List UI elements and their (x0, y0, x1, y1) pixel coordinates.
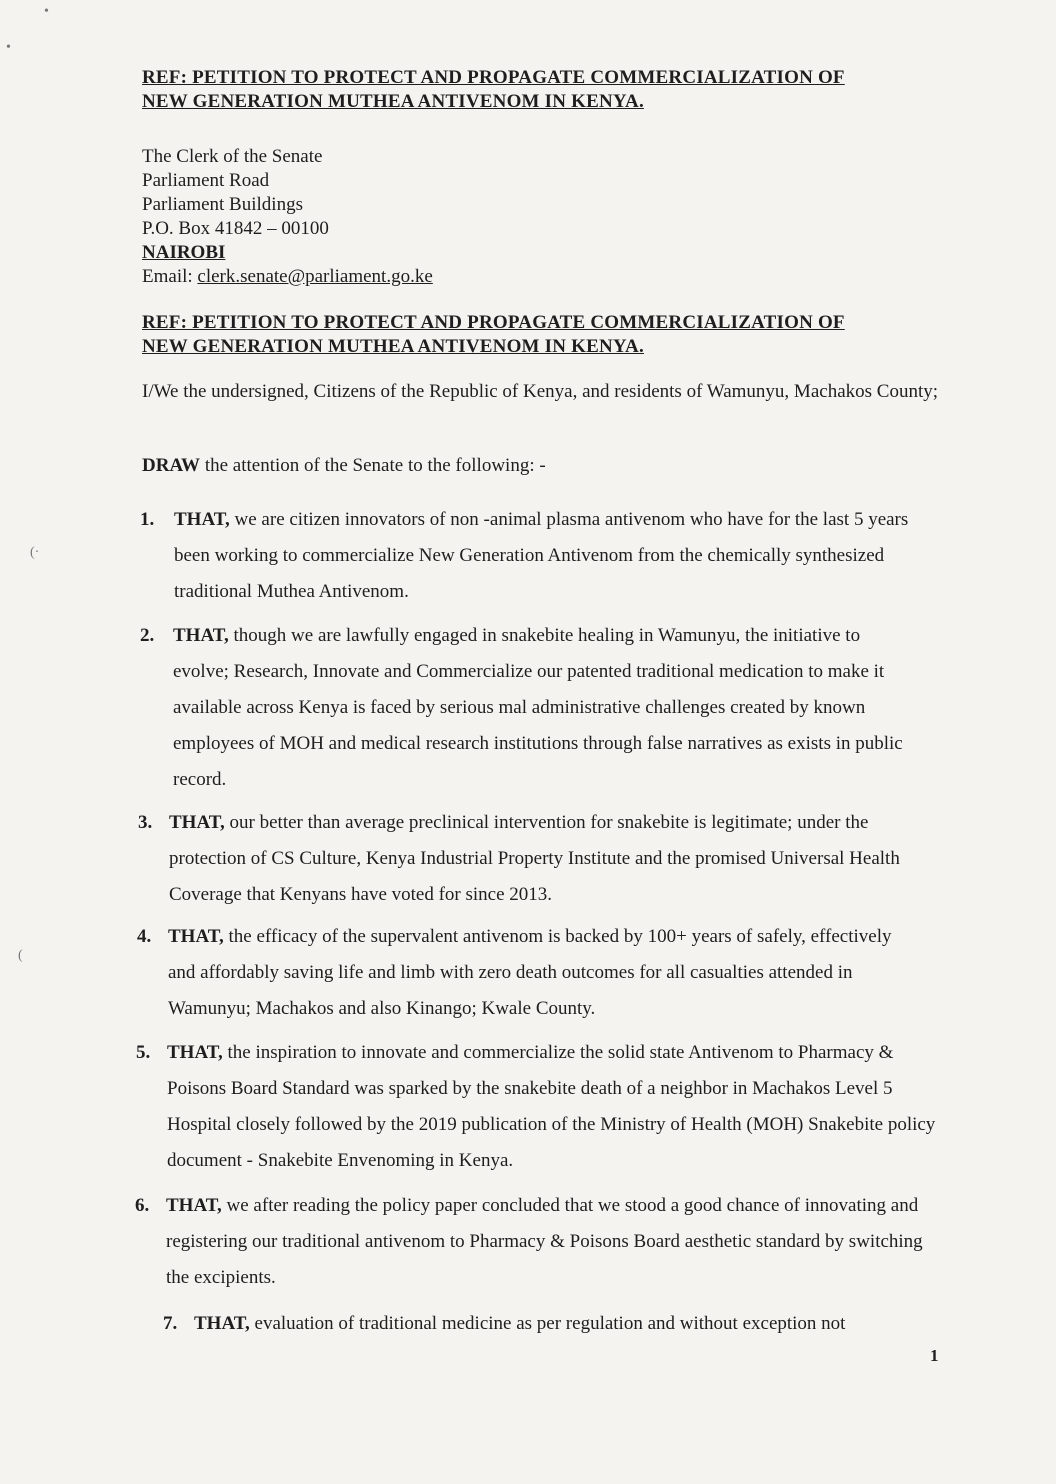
draw-rest: the attention of the Senate to the following: - (200, 455, 546, 476)
address-city: NAIROBI (142, 242, 226, 263)
address-line2: Parliament Road (142, 170, 270, 191)
item-number: 4. (137, 926, 152, 947)
ref-heading-line1: REF: PETITION TO PROTECT AND PROPAGATE COMMERCIALIZATION OF (142, 67, 845, 88)
scan-speck: (· (30, 545, 40, 560)
item-text (167, 1035, 957, 1179)
item-text (168, 919, 908, 1027)
item-number: 7. (163, 1313, 178, 1334)
item-text (166, 1188, 946, 1296)
item-lead: THAT, (167, 1042, 223, 1063)
address-email (142, 265, 433, 289)
ref-heading (142, 66, 942, 114)
item-text (194, 1306, 934, 1342)
scan-speck: • (44, 4, 49, 19)
item-text (169, 805, 939, 913)
item-text (174, 502, 924, 610)
draw-attention-line (142, 453, 546, 479)
item-body: evaluation of traditional medicine as per regulation and without exception not (249, 1313, 846, 1334)
ref-heading-repeat (142, 311, 942, 359)
email-label: Email: (142, 266, 198, 287)
scan-speck: ( (18, 948, 23, 963)
ref-heading-line2: NEW GENERATION MUTHEA ANTIVENOM IN KENYA. (142, 91, 644, 112)
page-number: 1 (930, 1346, 939, 1365)
item-number: 2. (140, 625, 155, 646)
item-number: 1. (140, 509, 155, 530)
ref-heading-repeat-line1: REF: PETITION TO PROTECT AND PROPAGATE COMMERCIALIZATION OF (142, 312, 845, 333)
item-lead: THAT, (194, 1313, 250, 1334)
item-text (173, 618, 913, 798)
item-body: the inspiration to innovate and commercialize the solid state Antivenom to Pharmacy & Poisons Board Standard was sparked by the snakebite death of a neighbor in Machakos Level 5 Hospital closely followed by the 2019 publication of the Ministry of Health (MOH) Snakebite policy document - Snakebite Envenoming in Kenya. (167, 1042, 936, 1171)
item-body: the efficacy of the supervalent antivenom is backed by 100+ years of safely, effectively and affordably saving life and limb with zero death outcomes for all casualties attended in Wamunyu; Machakos and also Kinango; Kwale County. (168, 926, 892, 1019)
item-lead: THAT, (168, 926, 224, 947)
draw-bold: DRAW (142, 455, 201, 476)
item-body: our better than average preclinical intervention for snakebite is legitimate; under the protection of CS Culture, Kenya Industrial Property Institute and the promised Universal Health Coverage that Kenyans have voted for since 2013. (169, 812, 900, 905)
address-line3: Parliament Buildings (142, 194, 303, 215)
item-body: though we are lawfully engaged in snakebite healing in Wamunyu, the initiative to evolve; Research, Innovate and Commercialize our patented traditional medication to make it available across Kenya is faced by serious mal administrative challenges created by known employees of MOH and medical research institutions through false narratives as exists in public record. (173, 625, 903, 790)
address-line1: The Clerk of the Senate (142, 146, 323, 167)
item-body: we are citizen innovators of non -animal plasma antivenom who have for the last 5 years been working to commercialize New Generation Antivenom from the chemically synthesized traditional Muthea Antivenom. (174, 509, 909, 602)
item-lead: THAT, (174, 509, 230, 530)
ref-heading-repeat-line2: NEW GENERATION MUTHEA ANTIVENOM IN KENYA. (142, 336, 644, 357)
item-body: we after reading the policy paper concluded that we stood a good chance of innovating and registering our traditional antivenom to Pharmacy & Poisons Board aesthetic standard by switching the excipients. (166, 1195, 923, 1288)
scan-speck: • (6, 40, 11, 55)
intro-paragraph: I/We the undersigned, Citizens of the Republic of Kenya, and residents of Wamunyu, Machakos County; (142, 381, 938, 402)
item-number: 3. (138, 812, 153, 833)
item-lead: THAT, (169, 812, 225, 833)
item-lead: THAT, (173, 625, 229, 646)
recipient-address (142, 145, 433, 289)
email-link[interactable]: clerk.senate@parliament.go.ke (197, 266, 433, 287)
address-line4: P.O. Box 41842 – 00100 (142, 218, 329, 239)
item-number: 6. (135, 1195, 150, 1216)
item-number: 5. (136, 1042, 151, 1063)
item-lead: THAT, (166, 1195, 222, 1216)
